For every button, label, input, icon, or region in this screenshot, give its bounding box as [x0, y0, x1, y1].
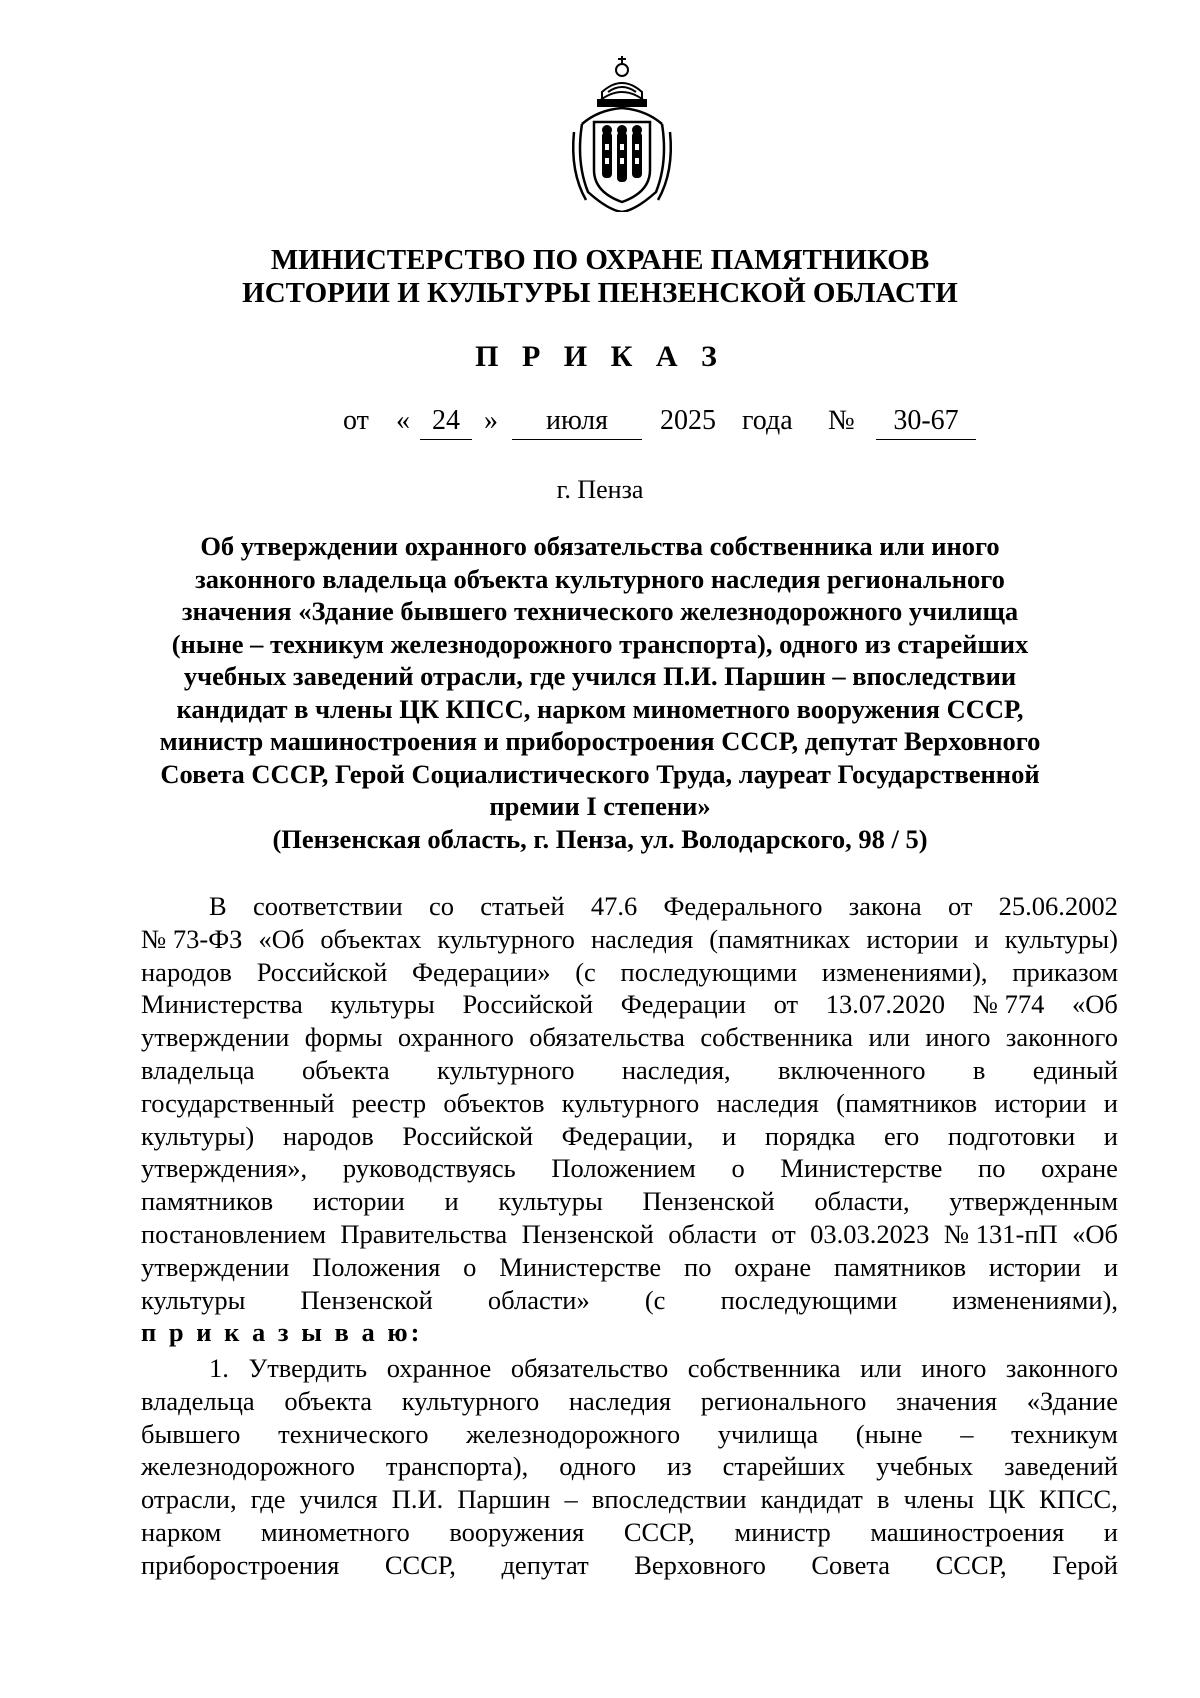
date-month: июля	[512, 405, 642, 440]
paragraph-line	[141, 1549, 1118, 1582]
word: транспорта),	[385, 1451, 529, 1482]
word: охранное	[386, 1353, 492, 1383]
word: культуры)	[1004, 923, 1118, 954]
date-prefix: от	[343, 405, 369, 436]
word: Совета	[811, 1549, 891, 1580]
paragraph-line	[141, 1516, 1118, 1549]
word: объектах	[320, 923, 422, 954]
subject-line: законного владельца объекта культурного наследия регионального	[195, 563, 1005, 594]
word: бывшего	[141, 1418, 241, 1449]
word: наследия	[590, 923, 694, 954]
word: в	[972, 1054, 986, 1085]
word: технического	[278, 1418, 429, 1449]
city: г. Пенза	[556, 475, 644, 504]
word: охранного	[397, 1022, 514, 1053]
word: со	[428, 891, 454, 921]
subject-line: Совета СССР, Герой Социалистического Труда, лауреат Государственной	[160, 758, 1040, 789]
ministry-name	[0, 244, 1200, 310]
subject-line: кандидат в члены ЦК КПСС, нарком минометного вооружения СССР,	[176, 693, 1024, 724]
word: и	[722, 1120, 737, 1151]
word: Министерстве	[780, 1153, 943, 1184]
paragraph-line	[141, 1218, 1118, 1251]
word: депутат	[501, 1549, 589, 1580]
quote-close: »	[484, 405, 498, 436]
word: Положением	[551, 1153, 696, 1184]
word: Положения	[312, 1251, 441, 1282]
word: от	[771, 1218, 796, 1249]
word: о	[731, 1153, 745, 1184]
paragraph-line	[141, 1054, 1118, 1087]
word: Федерации	[620, 989, 746, 1020]
subject-line: Об утверждении охранного обязательства собственника или иного	[200, 531, 1000, 561]
word: и	[444, 1186, 459, 1217]
paragraph-line	[141, 1284, 1118, 1317]
word: Пензенской	[521, 1218, 654, 1249]
word: «Об	[1072, 989, 1118, 1020]
paragraph-2	[141, 1352, 1118, 1582]
subject-line: значения «Здание бывшего технического железнодорожного училища	[181, 596, 1019, 626]
word: Пензенской	[300, 1284, 433, 1315]
word: СССР,	[935, 1549, 1007, 1580]
word: (памятниках	[709, 923, 851, 954]
date-number-line	[0, 405, 1200, 445]
document-type: П Р И К А З	[475, 340, 725, 373]
ministry-name-line-2: ИСТОРИИ И КУЛЬТУРЫ ПЕНЗЕНСКОЙ ОБЛАСТИ	[242, 277, 958, 309]
word: где	[250, 1484, 286, 1515]
word: 47.6	[590, 891, 638, 921]
word: «Об	[258, 923, 305, 954]
paragraph-line	[141, 1251, 1118, 1284]
word: обязательства	[529, 1022, 685, 1053]
word: из	[667, 1451, 692, 1482]
word: и	[1103, 1120, 1118, 1151]
word: вооружения	[449, 1516, 585, 1547]
number-sign: №	[828, 405, 855, 436]
word: народов	[282, 1120, 374, 1151]
paragraph-line	[141, 1185, 1118, 1218]
word: постановлением	[141, 1218, 326, 1249]
order-number: 30-67	[876, 405, 976, 440]
word: объектов	[443, 1087, 545, 1118]
word: и	[1103, 1516, 1118, 1547]
word: учился	[299, 1484, 378, 1515]
date-day: 24	[420, 405, 472, 440]
word: последующими	[720, 1284, 898, 1315]
word: от	[947, 891, 973, 921]
word: о	[463, 1251, 477, 1282]
paragraph-line	[141, 1152, 1118, 1185]
word: Министерстве	[499, 1251, 662, 1282]
word: машиностроения	[870, 1516, 1065, 1547]
word: КПСС,	[1039, 1484, 1118, 1515]
word: изменениями),	[952, 1284, 1118, 1315]
paragraph-line	[141, 1418, 1118, 1451]
word: (с	[575, 956, 596, 987]
word: –	[960, 1418, 974, 1449]
word: иного	[921, 1353, 987, 1383]
word: законного	[1005, 1022, 1118, 1053]
word: или	[868, 1022, 911, 1053]
paragraph-line	[141, 1483, 1118, 1516]
word: Паршин	[457, 1484, 551, 1515]
word: –	[564, 1484, 578, 1515]
paragraph-line	[141, 1385, 1118, 1418]
subject-line: премии I степени»	[489, 791, 711, 821]
word: «Здание	[1026, 1385, 1118, 1416]
subject-line: (ныне – техникум железнодорожного транспорта), одного из старейших	[171, 628, 1029, 659]
word: объекта	[301, 1054, 390, 1085]
word: статьей	[480, 891, 565, 921]
word: законного	[1005, 1353, 1118, 1383]
word: члены	[903, 1484, 974, 1515]
word: объекта	[284, 1385, 373, 1416]
paragraph-line	[141, 1450, 1118, 1483]
word: Министерства	[141, 989, 303, 1020]
word: иного	[925, 1022, 991, 1053]
word: одного	[559, 1451, 637, 1482]
word: культурного	[437, 923, 575, 954]
word: Федерации»	[412, 956, 551, 987]
word: области,	[814, 1186, 910, 1217]
paragraph-line	[141, 1120, 1118, 1153]
word: ЦК	[988, 1484, 1025, 1515]
word: 03.03.2023	[810, 1218, 930, 1249]
word: формы	[304, 1022, 383, 1053]
word: 1.	[209, 1353, 229, 1383]
word: Пензенской	[642, 1186, 775, 1217]
paragraph-line	[141, 956, 1118, 989]
word: Утвердить	[248, 1353, 368, 1383]
word: СССР,	[384, 1549, 456, 1580]
word: его	[884, 1120, 920, 1151]
word: старейших	[722, 1451, 846, 1482]
word: охране	[1041, 1153, 1118, 1184]
word: кандидат	[760, 1484, 863, 1515]
word: утверждения»,	[141, 1153, 308, 1184]
word: последующими	[620, 956, 798, 987]
word: Герой	[1052, 1549, 1118, 1580]
subject-line: министр машиностроения и приборостроения СССР, депутат Верховного	[159, 726, 1041, 756]
word: по	[684, 1251, 712, 1282]
word: 25.06.2002	[998, 891, 1118, 921]
word: железнодорожного	[141, 1451, 355, 1482]
word: культурного	[561, 1087, 700, 1118]
word: учебных	[876, 1451, 974, 1482]
word: приказом	[1012, 956, 1118, 987]
word: единый	[1032, 1054, 1118, 1085]
year-word: года	[742, 405, 793, 436]
word: впоследствии	[591, 1484, 747, 1515]
word: (ныне	[855, 1418, 923, 1449]
word: соответствии	[252, 891, 403, 921]
word: СССР,	[623, 1516, 695, 1547]
word: училища	[717, 1418, 819, 1449]
word: заведений	[1004, 1451, 1118, 1482]
word: и	[1103, 1251, 1118, 1282]
paragraph-1	[141, 890, 1118, 1349]
word: или	[860, 1353, 902, 1383]
word: от	[773, 989, 799, 1020]
word: В	[209, 891, 227, 921]
word: Российской	[256, 956, 388, 987]
word: реестр	[351, 1087, 427, 1118]
word: техникум	[1011, 1418, 1118, 1449]
quote-open: «	[396, 405, 410, 436]
coat-of-arms-emblem	[568, 52, 676, 212]
word: обязательство	[510, 1353, 669, 1383]
order-word: п р и к а з ы в а ю:	[141, 1317, 423, 1348]
word: истории	[988, 1251, 1081, 1282]
word: Российской	[462, 989, 594, 1020]
paragraph-line	[141, 988, 1118, 1021]
paragraph-line	[141, 923, 1118, 956]
word: памятников	[141, 1186, 274, 1217]
word: владельца	[141, 1054, 255, 1085]
ministry-name-line-1: МИНИСТЕРСТВО ПО ОХРАНЕ ПАМЯТНИКОВ	[270, 244, 930, 276]
word: (с	[644, 1284, 666, 1315]
word: владельца	[141, 1385, 255, 1416]
word: памятников	[833, 1251, 967, 1282]
word: железнодорожного	[466, 1418, 681, 1449]
word: истории	[994, 1087, 1087, 1118]
word: наследия	[716, 1087, 819, 1118]
word: культурного	[437, 1054, 575, 1085]
paragraph-line	[141, 1087, 1118, 1120]
word: минометного	[260, 1516, 410, 1547]
word: области	[668, 1218, 757, 1249]
word: 13.07.2020	[825, 989, 946, 1020]
word: Правительства	[340, 1218, 508, 1249]
word: культуры	[330, 989, 435, 1020]
word: истории	[866, 923, 959, 954]
date-year: 2025	[660, 405, 716, 436]
word: № 131-пП	[943, 1218, 1058, 1249]
word: народов	[141, 956, 232, 987]
word: культуры	[498, 1186, 603, 1217]
word: включенного	[777, 1054, 926, 1085]
word: культуры	[141, 1284, 246, 1315]
word: значения	[896, 1385, 998, 1416]
paragraph-line	[141, 890, 1118, 923]
word: П.И.	[391, 1484, 444, 1515]
word: культуры)	[141, 1120, 255, 1151]
paragraph-line	[141, 1352, 1118, 1385]
word: наследия,	[621, 1054, 731, 1085]
subject-line: (Пензенская область, г. Пенза, ул. Володарского, 98 / 5)	[272, 823, 928, 854]
word: № 73-ФЗ	[141, 923, 243, 954]
word: изменениями),	[821, 956, 988, 987]
word: Верховного	[634, 1549, 766, 1580]
word: утверждении	[141, 1022, 290, 1053]
word: и	[974, 923, 989, 954]
word: приборостроения	[141, 1549, 340, 1580]
word: и	[1103, 1087, 1118, 1118]
subject-line: учебных заведений отрасли, где учился П.И. Паршин – впоследствии	[183, 661, 1017, 691]
paragraph-line	[141, 1021, 1118, 1054]
word: подготовки	[947, 1120, 1076, 1151]
word: государственный	[141, 1087, 335, 1118]
word: Российской	[402, 1120, 534, 1151]
word: истории	[312, 1186, 405, 1217]
word: отрасли,	[141, 1484, 237, 1515]
word: руководствуясь	[342, 1153, 516, 1184]
word: наследия	[568, 1385, 672, 1416]
word: (памятников	[836, 1087, 978, 1118]
order-subject	[140, 530, 1060, 855]
word: собственника	[700, 1022, 854, 1053]
word: порядка	[764, 1120, 856, 1151]
word: по	[978, 1153, 1006, 1184]
word: утвержденным	[949, 1186, 1118, 1217]
word: регионального	[700, 1385, 867, 1416]
word: закона	[848, 891, 922, 921]
word: культурного	[401, 1385, 540, 1416]
word: утверждении	[141, 1251, 290, 1282]
word: № 774	[972, 989, 1045, 1020]
word: в	[877, 1484, 890, 1515]
word: Федерации,	[561, 1120, 694, 1151]
word: собственника	[687, 1353, 841, 1383]
word: «Об	[1072, 1218, 1118, 1249]
word: министр	[734, 1516, 831, 1547]
word: области»	[487, 1284, 590, 1315]
word: Федерального	[663, 891, 823, 921]
word: нарком	[141, 1516, 222, 1547]
word: охране	[734, 1251, 812, 1282]
